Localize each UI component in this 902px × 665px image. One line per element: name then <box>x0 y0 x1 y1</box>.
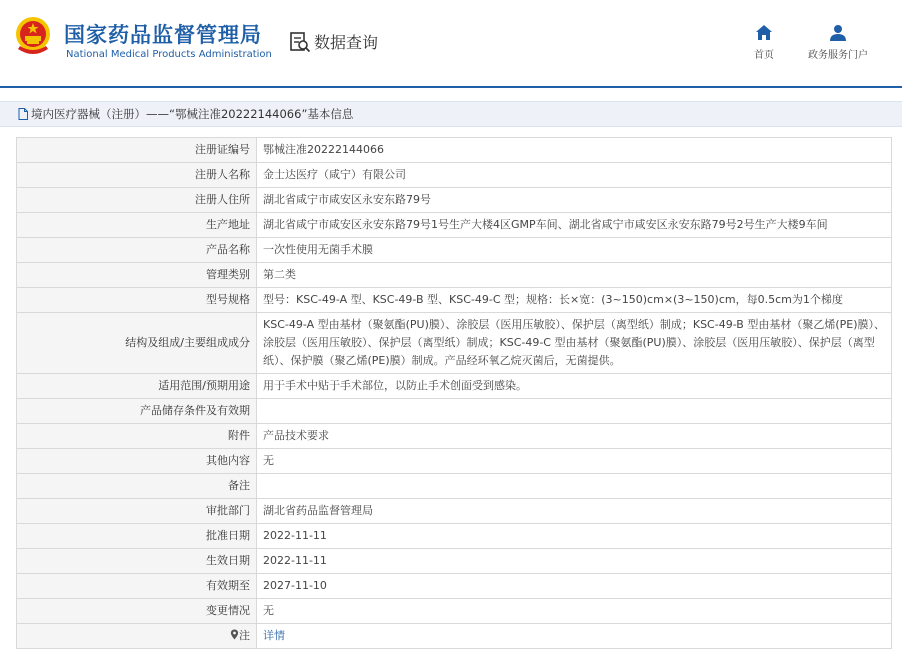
field-label: 产品储存条件及有效期 <box>17 399 257 424</box>
field-value: 湖北省药品监督管理局 <box>257 499 892 524</box>
field-value: 2027-11-10 <box>257 574 892 599</box>
data-query-label: 数据查询 <box>314 33 379 52</box>
field-label: 生产地址 <box>17 213 257 238</box>
field-value: 第二类 <box>257 263 892 288</box>
pin-icon <box>230 629 239 640</box>
table-row <box>17 188 892 213</box>
nav-home[interactable] <box>754 24 774 61</box>
field-label: 注册人名称 <box>17 163 257 188</box>
field-value: 产品技术要求 <box>257 424 892 449</box>
field-value <box>257 474 892 499</box>
document-icon <box>18 108 28 120</box>
field-label: 生效日期 <box>17 549 257 574</box>
field-label: 变更情况 <box>17 599 257 624</box>
field-label: 批准日期 <box>17 524 257 549</box>
field-label: 产品名称 <box>17 238 257 263</box>
field-value: 湖北省咸宁市咸安区永安东路79号1号生产大楼4区GMP车间、湖北省咸宁市咸安区永安东路79号2号生产大楼9车间 <box>257 213 892 238</box>
field-value: 2022-11-11 <box>257 549 892 574</box>
breadcrumb-text: 境内医疗器械（注册）——“鄂械注准20222144066”基本信息 <box>31 107 354 121</box>
field-value: 无 <box>257 449 892 474</box>
field-value: 2022-11-11 <box>257 524 892 549</box>
field-label: 附件 <box>17 424 257 449</box>
field-value: 湖北省咸宁市咸安区永安东路79号 <box>257 188 892 213</box>
field-value: 用于手术中贴于手术部位，以防止手术创面受到感染。 <box>257 374 892 399</box>
nav-service-label: 政务服务门户 <box>808 50 868 61</box>
table-row <box>17 449 892 474</box>
table-row <box>17 499 892 524</box>
field-value: 金士达医疗（咸宁）有限公司 <box>257 163 892 188</box>
field-value: 一次性使用无菌手术膜 <box>257 238 892 263</box>
table-row <box>17 238 892 263</box>
table-row <box>17 599 892 624</box>
nav-home-label: 首页 <box>754 50 774 61</box>
field-label: 适用范围/预期用途 <box>17 374 257 399</box>
site-header <box>0 0 902 88</box>
field-label: 有效期至 <box>17 574 257 599</box>
table-row <box>17 163 892 188</box>
home-icon <box>755 24 773 42</box>
details-link[interactable]: 详情 <box>263 629 285 642</box>
field-label: 注册证编号 <box>17 138 257 163</box>
field-label: 审批部门 <box>17 499 257 524</box>
table-row <box>17 524 892 549</box>
field-label: 其他内容 <box>17 449 257 474</box>
table-row <box>17 574 892 599</box>
user-icon <box>829 24 847 42</box>
field-label: 结构及组成/主要组成成分 <box>17 313 257 374</box>
table-row <box>17 624 892 649</box>
field-value <box>257 624 892 649</box>
info-table <box>16 137 892 649</box>
national-emblem-icon <box>14 16 52 58</box>
field-label: 管理类别 <box>17 263 257 288</box>
data-query-link[interactable] <box>289 30 378 53</box>
nav-service-portal[interactable] <box>808 24 868 61</box>
field-value: 鄂械注准20222144066 <box>257 138 892 163</box>
table-row <box>17 288 892 313</box>
table-row <box>17 138 892 163</box>
field-value: 无 <box>257 599 892 624</box>
table-row <box>17 399 892 424</box>
site-subtitle: National Medical Products Administration <box>66 49 272 60</box>
field-label: 型号规格 <box>17 288 257 313</box>
table-row <box>17 474 892 499</box>
table-row <box>17 424 892 449</box>
data-query-icon <box>289 31 311 53</box>
table-row <box>17 313 892 374</box>
field-label: 注 <box>17 624 257 649</box>
field-value <box>257 399 892 424</box>
table-row <box>17 263 892 288</box>
field-label: 注册人住所 <box>17 188 257 213</box>
table-row <box>17 213 892 238</box>
table-row <box>17 374 892 399</box>
field-value: KSC-49-A 型由基材（聚氨酯(PU)膜）、涂胶层（医用压敏胶）、保护层（离型纸）制成；KSC-49-B 型由基材（聚乙烯(PE)膜）、涂胶层（医用压敏胶）、保护层（离型纸）制成；KSC-49-C 型由基材（聚氨酯(PU)膜）、涂胶层（医用压敏胶）、保护层（离型纸）、保护膜（聚乙烯(PE)膜）制成。产品经环氧乙烷灭菌后，无菌提供。 <box>257 313 892 374</box>
field-label: 备注 <box>17 474 257 499</box>
breadcrumb <box>0 101 902 127</box>
site-title: 国家药品监督管理局 <box>64 23 262 47</box>
table-row <box>17 549 892 574</box>
field-value: 型号：KSC-49-A 型、KSC-49-B 型、KSC-49-C 型；规格：长×宽：(3~150)cm×(3~150)cm，每0.5cm为1个梯度 <box>257 288 892 313</box>
